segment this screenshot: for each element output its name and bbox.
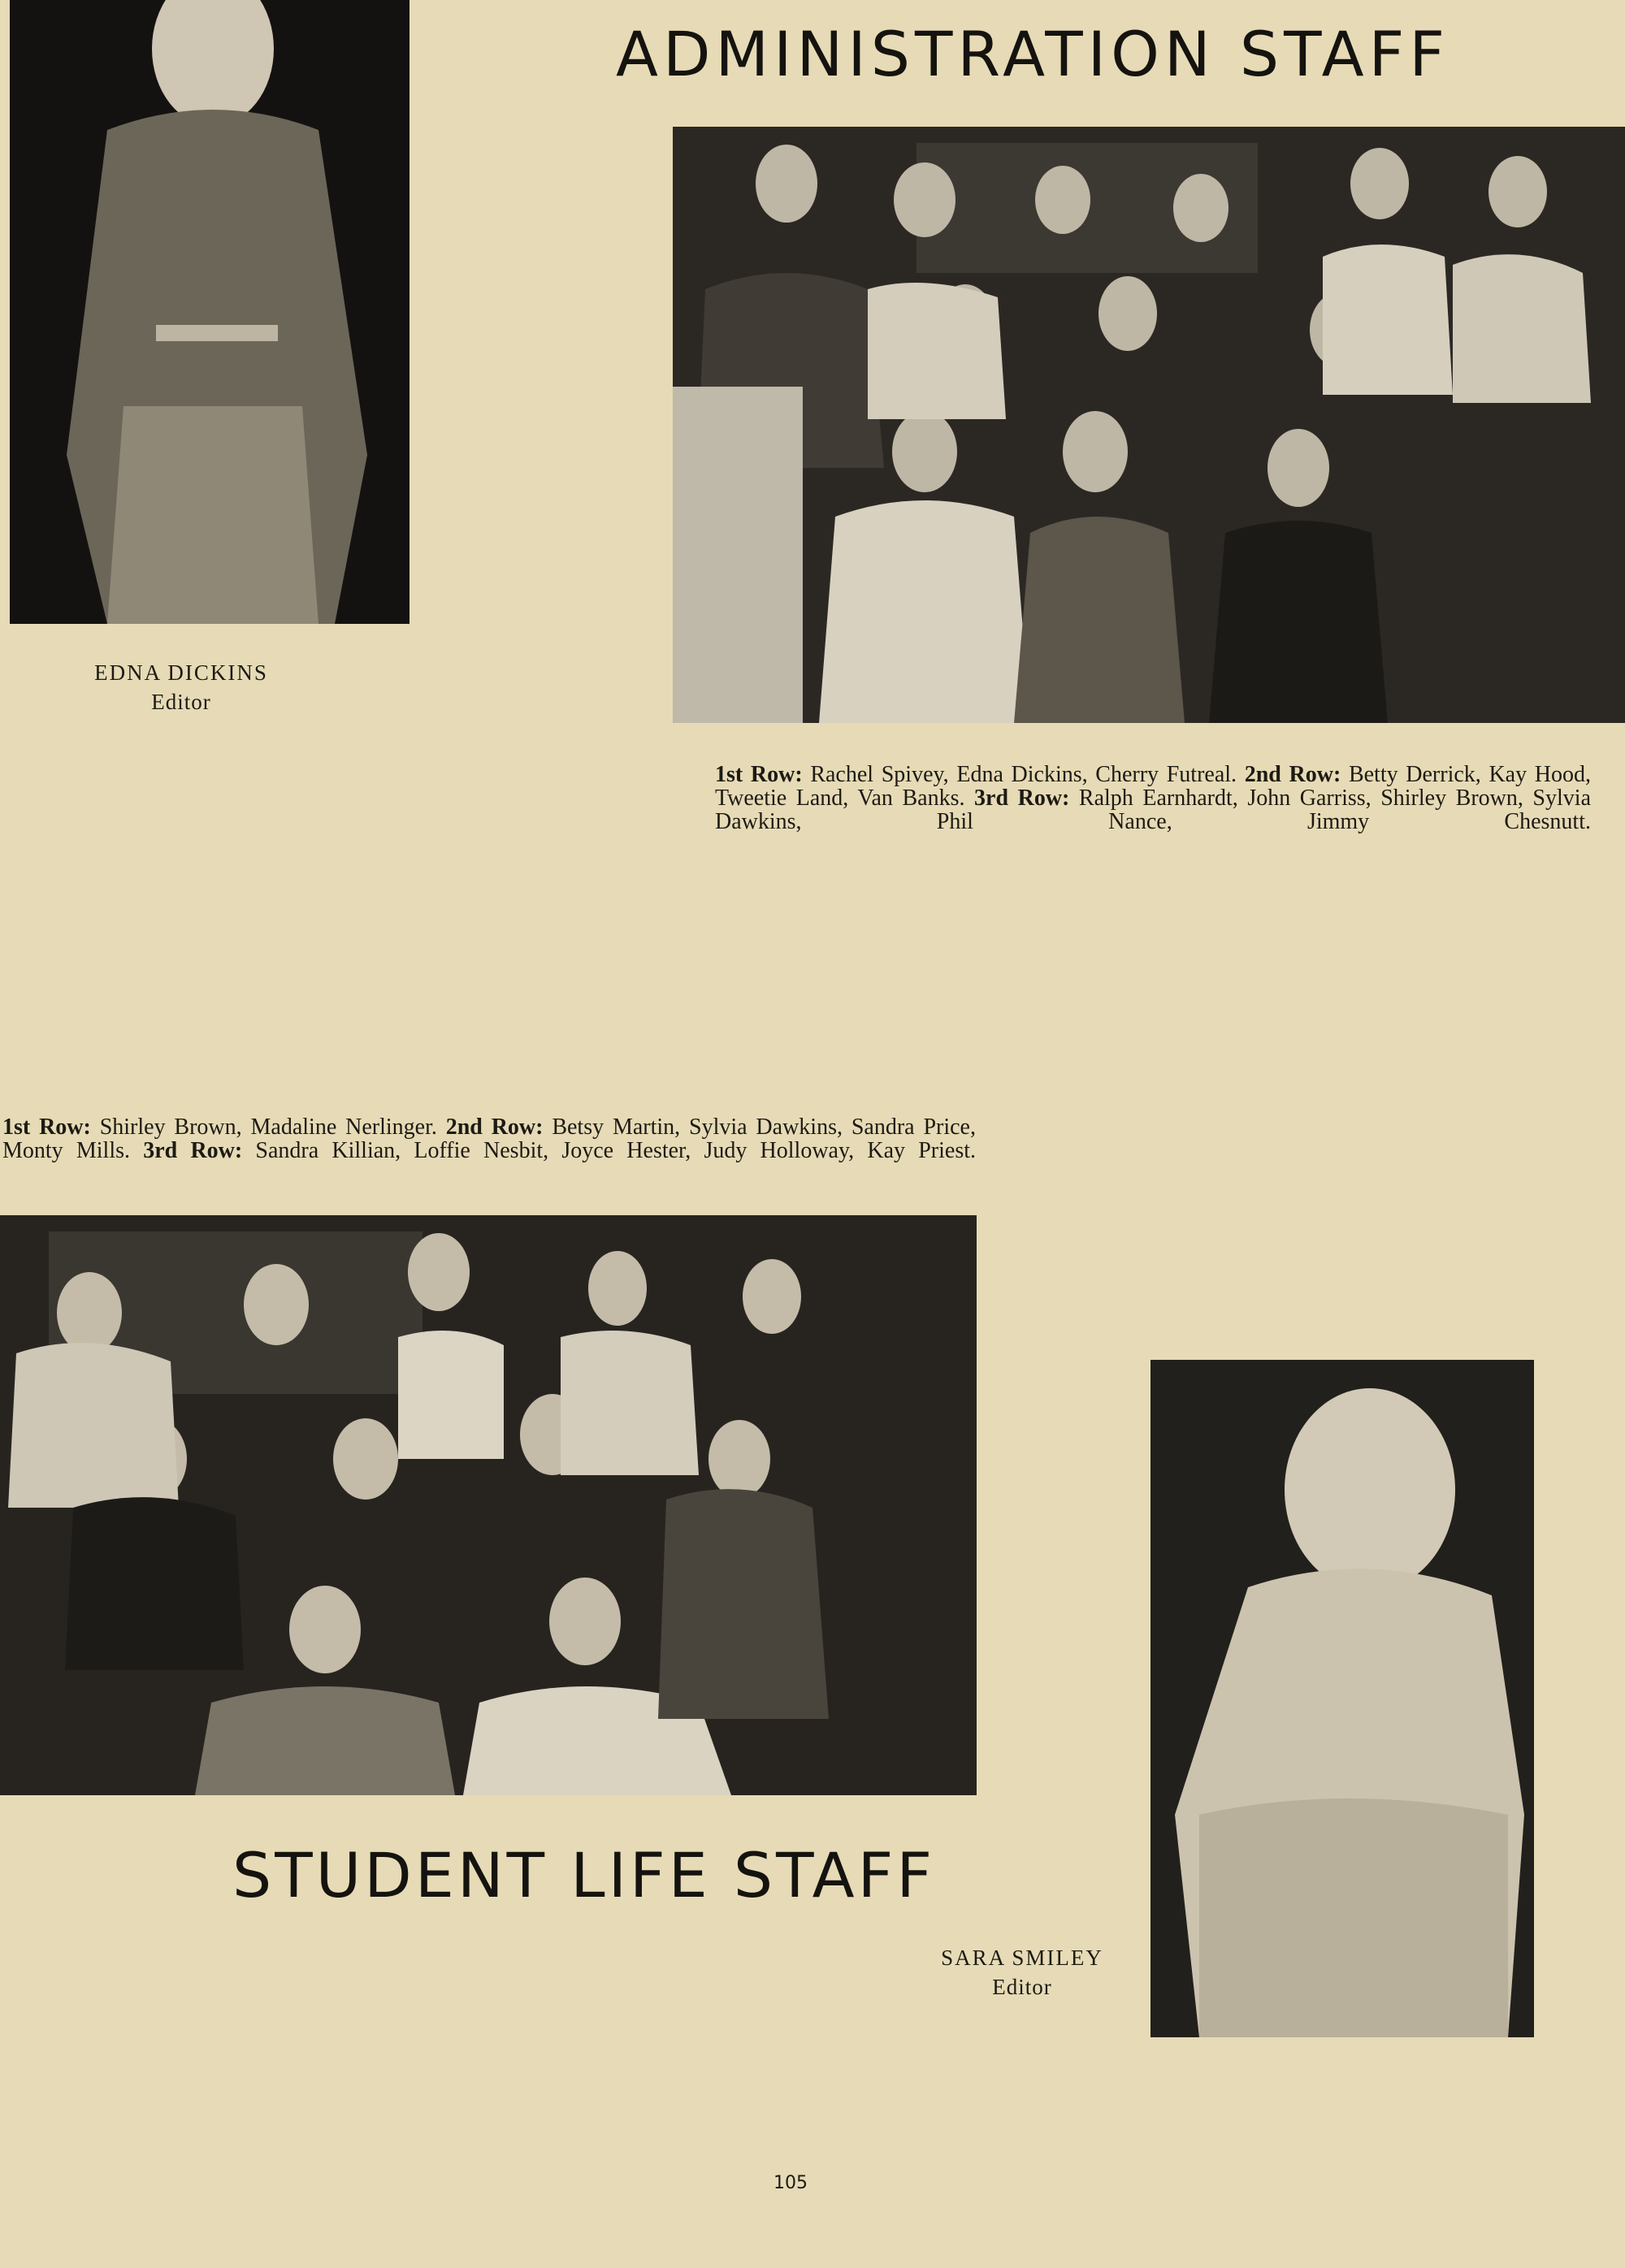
admin-row3-names: Ralph Earnhardt, John Garriss, Shirley Brown, Sylvia Dawkins, Phil Nance, Jimmy Chesnutt.	[715, 786, 1591, 834]
admin-editor-photo	[10, 0, 410, 624]
administration-group-photo	[673, 127, 1625, 723]
student-life-group-photo	[0, 1215, 977, 1795]
student-life-staff-title: STUDENT LIFE STAFF	[232, 1839, 936, 1911]
admin-row2-names: Betty Derrick, Kay Hood, Tweetie Land, Van Banks.	[715, 762, 1591, 811]
student-editor-name: SARA SMILEY	[941, 1946, 1103, 1970]
student-life-group-figures	[0, 1215, 977, 1795]
admin-editor-caption	[49, 658, 314, 716]
page-number: 105	[774, 2173, 808, 2193]
student-editor-role: Editor	[992, 1975, 1052, 1999]
administration-staff-title: ADMINISTRATION STAFF	[616, 18, 1450, 90]
student-row1-label: 1st Row:	[2, 1115, 91, 1140]
student-editor-caption	[910, 1943, 1134, 2002]
admin-editor-role: Editor	[151, 690, 211, 714]
admin-editor-name: EDNA DICKINS	[94, 660, 268, 685]
student-life-staff-caption	[2, 1115, 976, 1162]
admin-row1-names: Rachel Spivey, Edna Dickins, Cherry Futreal.	[802, 762, 1245, 787]
student-row2-label: 2nd Row:	[445, 1115, 544, 1140]
administration-staff-caption	[715, 763, 1591, 833]
student-row1-names: Shirley Brown, Madaline Nerlinger.	[90, 1115, 446, 1140]
student-row3-label: 3rd Row:	[143, 1138, 243, 1163]
student-editor-photo	[1150, 1360, 1534, 2037]
admin-editor-figure	[10, 0, 410, 624]
student-editor-figure	[1150, 1360, 1534, 2037]
admin-row1-label: 1st Row:	[715, 762, 803, 787]
student-row3-names: Sandra Killian, Loffie Nesbit, Joyce Hester, Judy Holloway, Kay Priest.	[242, 1138, 977, 1163]
administration-group-figures	[673, 127, 1625, 723]
admin-row3-label: 3rd Row:	[974, 786, 1070, 811]
student-row2-names: Betsy Martin, Sylvia Dawkins, Sandra Price, Monty Mills.	[2, 1115, 976, 1163]
admin-row2-label: 2nd Row:	[1244, 762, 1341, 787]
